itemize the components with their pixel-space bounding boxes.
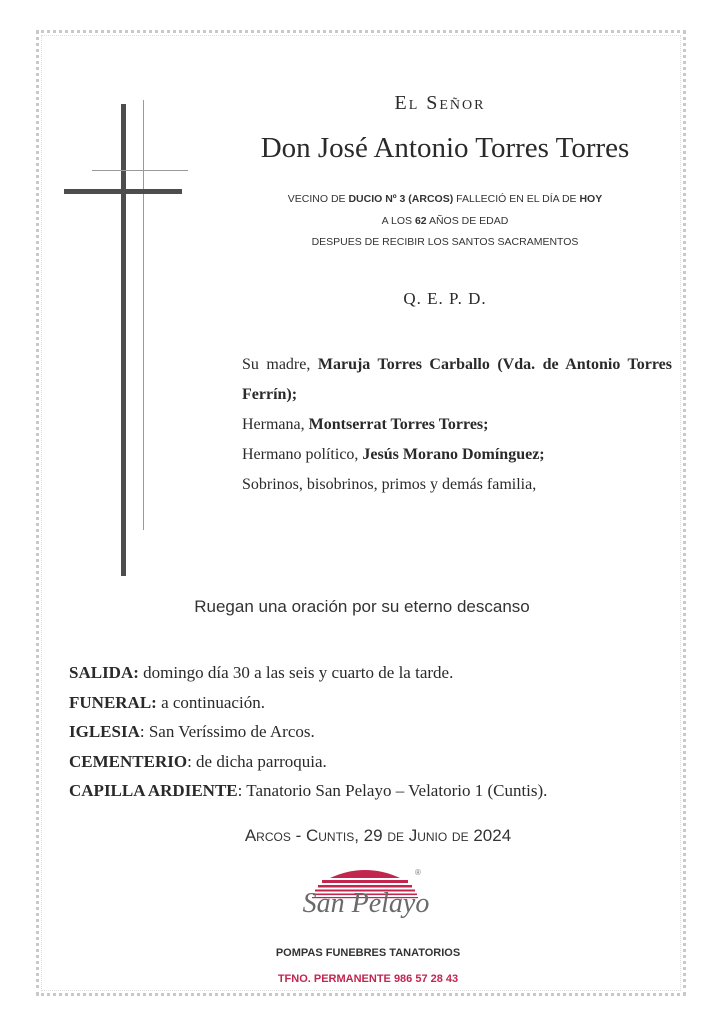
- deceased-name: Don José Antonio Torres Torres: [260, 132, 630, 164]
- detail-value: : San Veríssimo de Arcos.: [139, 722, 315, 741]
- detail-label: IGLESIA: [69, 722, 140, 741]
- phone-number: TFNO. PERMANENTE 986 57 28 43: [277, 973, 459, 985]
- detail-label: CAPILLA ARDIENTE: [69, 781, 238, 800]
- detail-iglesia: [69, 717, 547, 747]
- logo-wordmark: San Pelayo: [302, 888, 430, 919]
- info-line-2: [250, 215, 640, 227]
- info-text: VECINO DE: [287, 193, 349, 205]
- family-mother: [242, 350, 672, 410]
- detail-value: domingo día 30 a las seis y cuarto de la tarde.: [138, 663, 454, 682]
- service-details: [69, 658, 547, 806]
- family-name: Montserrat Torres Torres;: [308, 416, 489, 433]
- info-day: HOY: [579, 193, 603, 205]
- detail-value: a continuación.: [156, 692, 265, 712]
- detail-label: CEMENTERIO: [69, 751, 188, 771]
- place-date: Arcos - Cuntis, 29 de Junio de 2024: [244, 826, 512, 845]
- cross-horizontal-line: [92, 170, 188, 171]
- family-label: Su madre,: [242, 356, 318, 373]
- prayer-request: Ruegan una oración por su eterno descanso: [194, 597, 530, 616]
- detail-funeral: [69, 688, 547, 718]
- cross-vertical-line: [143, 100, 144, 530]
- company-tagline: POMPAS FUNEBRES TANATORIOS: [275, 947, 461, 959]
- detail-value: : Tanatorio San Pelayo – Velatorio 1 (Cuntis).: [237, 781, 548, 800]
- info-line-1: [250, 193, 640, 205]
- info-address: DUCIO Nº 3 (ARCOS): [348, 193, 454, 205]
- detail-value: : de dicha parroquia.: [187, 751, 327, 771]
- qepd: Q. E. P. D.: [403, 289, 487, 308]
- honorific-title: El Señor: [394, 92, 486, 114]
- family-label: Hermano político,: [242, 446, 363, 463]
- detail-salida: [69, 658, 547, 688]
- cross-vertical-bar: [121, 104, 126, 576]
- family-brother-in-law: [242, 440, 672, 470]
- cross-horizontal-bar: [64, 189, 182, 194]
- decorative-border-inner: [41, 35, 681, 991]
- info-text: FALLECIÓ EN EL DÍA DE: [453, 193, 580, 205]
- info-line-3: DESPUES DE RECIBIR LOS SANTOS SACRAMENTOS: [311, 236, 579, 248]
- detail-cementerio: [69, 747, 547, 777]
- info-text: A LOS: [381, 215, 415, 227]
- family-name: Jesús Morano Domínguez;: [362, 446, 545, 463]
- family-sister: [242, 410, 672, 440]
- detail-label: FUNERAL:: [69, 692, 157, 712]
- registered-mark: ®: [415, 868, 421, 877]
- detail-label: SALIDA:: [69, 663, 139, 682]
- info-text: AÑOS DE EDAD: [426, 215, 509, 227]
- family-name: Maruja Torres Carballo (Vda. de Antonio Torres Ferrín);: [242, 356, 672, 403]
- family-label: Hermana,: [242, 416, 309, 433]
- detail-capilla: [69, 776, 547, 806]
- info-age: 62: [414, 215, 427, 227]
- family-list: [242, 350, 672, 500]
- family-others: Sobrinos, bisobrinos, primos y demás familia,: [242, 476, 537, 493]
